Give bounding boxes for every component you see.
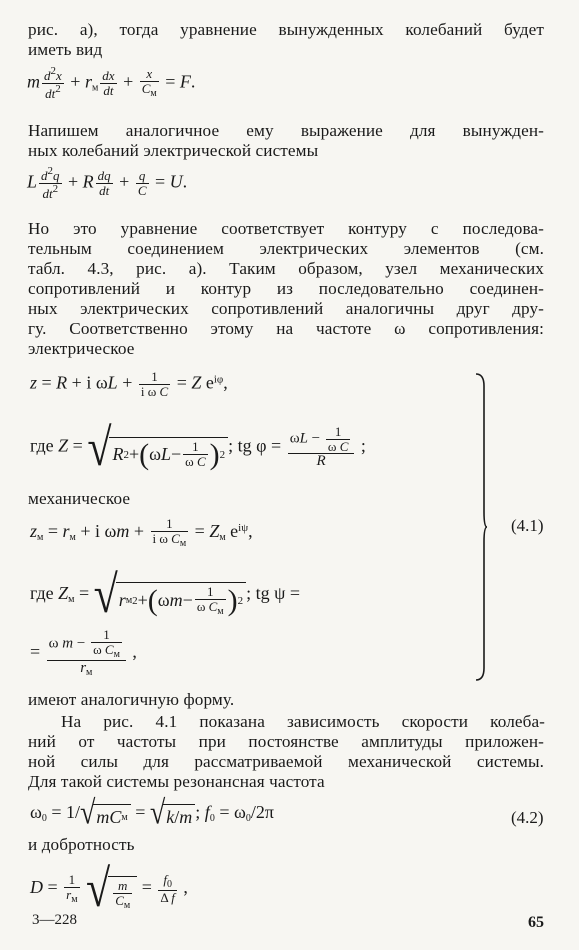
text-line: иметь вид xyxy=(28,40,103,59)
text-line: Для такой системы резонансная частота xyxy=(28,772,325,791)
equation-mechanical-modulus: где $Z_м$ = √ r м 2 + ( ω m − $\frac{1}{\omega C_м}$ ) 2 ; tg ψ = xyxy=(30,565,301,624)
equation-impedance-modulus: где Z = √ R 2 + ( ω L − $\frac{1}{\text{ω C}}$ ) 2 ; tg φ = ωL − $\frac{1}{\text{ω C}}$ R ; xyxy=(30,417,366,477)
signature-mark: 3—228 xyxy=(32,912,77,928)
text-line: рис. а), тогда уравнение вынужденных колебаний будет xyxy=(28,20,544,39)
text-line: сопротивлений и контур из последовательно соединен- xyxy=(28,279,544,298)
text-line: ных электрических сопротивлений аналогичны друг дру- xyxy=(28,299,544,318)
equation-number: (4.2) xyxy=(511,808,544,827)
equation-tan-psi-fraction: = ω m − $\frac{1}{\omega C_м}$ $r_м$ , xyxy=(30,627,137,679)
text-line: ний от частоты при постоянстве амплитуды приложен- xyxy=(28,732,544,751)
text-line: Но это уравнение соответствует контуру с последова- xyxy=(28,219,544,238)
right-brace xyxy=(474,372,488,682)
text-line: электрическое xyxy=(28,339,135,358)
page-number: 65 xyxy=(528,914,544,931)
equation-resonance-frequency: $\omega_0 = 1/$ √ mC м = √ k / m ; $f_0 = \omega_0/2\pi$ xyxy=(30,794,274,832)
text-line: гу. Соответственно этому на частоте ω сопротивления: xyxy=(28,319,544,338)
text-line: табл. 4.3, рис. а). Таким образом, узел механических xyxy=(28,259,544,278)
equation-number: (4.1) xyxy=(511,516,544,535)
equation-electrical-impedance: z = R + i ωL + $\frac{1}{\text{i ω C}}$ = Z $e^{i\varphi}$, xyxy=(30,369,228,399)
text-line: ной силы для рассматриваемой механической системы. xyxy=(28,752,544,771)
text-line: ных колебаний электрической системы xyxy=(28,141,319,160)
text-line: Напишем аналогичное ему выражение для вынужден- xyxy=(28,121,544,140)
equation-electrical-circuit: L $\frac{d^2q}{dt^2}$ + R $\frac{dq}{dt}$ + $\frac{q}{C}$ = U. xyxy=(27,165,188,201)
text-line: механическое xyxy=(28,489,131,508)
text-line: На рис. 4.1 показана зависимость скорости колеба- xyxy=(61,712,545,731)
equation-quality-factor: D = $\frac{1}{r_м}$ √ $\frac{m}{C_м}$ = $\frac{f_0}{\text{Δ f}}$ , xyxy=(30,859,188,918)
word-gde: где xyxy=(30,435,54,456)
equation-mechanical-motion: m $\frac{d^2x}{dt^2}$ + $r_м$ $\frac{dx}{dt}$ + $\frac{x}{C_м}$ = F. xyxy=(27,65,196,101)
text-line: и добротность xyxy=(28,835,135,854)
equation-mechanical-impedance: $z_м = r_м + i$ ωm + $\frac{1}{i \omega C_м}$ = $Z_м$ $e^{i\psi}$, xyxy=(30,516,253,549)
word-gde: где xyxy=(30,583,54,604)
text-line: тельным соединением электрических элементов (см. xyxy=(28,239,544,258)
text-line: имеют аналогичную форму. xyxy=(28,690,235,709)
